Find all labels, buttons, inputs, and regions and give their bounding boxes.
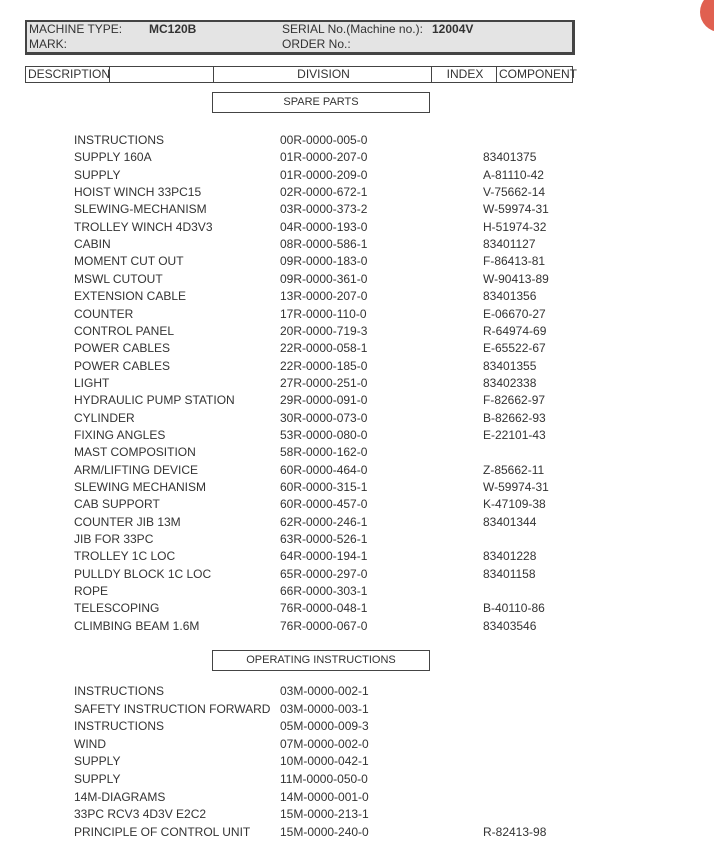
row-component: E-65522-67 [483, 341, 546, 356]
mark-label: MARK: [29, 37, 68, 51]
row-description: CABIN [74, 237, 111, 252]
row-description: MAST COMPOSITION [74, 445, 196, 460]
row-description: POWER CABLES [74, 341, 171, 356]
row-component: F-86413-81 [483, 254, 546, 269]
row-division: 09R-0000-183-0 [280, 254, 368, 269]
row-division: 66R-0000-303-1 [280, 584, 368, 599]
row-description: COUNTER [74, 306, 134, 321]
row-division: 53R-0000-080-0 [280, 427, 368, 442]
row-component: 83401356 [483, 289, 537, 304]
row-description: SUPPLY [74, 772, 121, 786]
row-division: 04R-0000-193-0 [280, 219, 368, 234]
row-division: 01R-0000-207-0 [280, 150, 368, 165]
row-description: COUNTER JIB 13M [74, 514, 181, 529]
row-division: 30R-0000-073-0 [280, 410, 368, 425]
row-description: HYDRAULIC PUMP STATION [74, 393, 235, 408]
row-division: 15M-0000-213-1 [280, 807, 369, 822]
row-division: 22R-0000-058-1 [280, 341, 368, 356]
row-description: TROLLEY 1C LOC [74, 549, 176, 564]
row-component: H-51974-32 [483, 219, 547, 234]
row-description: SLEWING-MECHANISM [74, 202, 207, 217]
row-description: FIXING ANGLES [74, 427, 166, 442]
col-component: COMPONENT [499, 67, 577, 81]
row-component: 83401228 [483, 549, 537, 564]
row-component: 83401344 [483, 514, 537, 529]
row-division: 03M-0000-003-1 [280, 701, 369, 716]
order-label: ORDER No.: [282, 37, 351, 51]
corner-badge [700, 0, 714, 32]
row-division: 01R-0000-209-0 [280, 167, 368, 182]
row-component: W-59974-31 [483, 480, 549, 494]
row-description: 33PC RCV3 4D3V E2C2 [74, 807, 207, 822]
row-description: MSWL CUTOUT [74, 271, 163, 286]
row-division: 10M-0000-042-1 [280, 754, 369, 769]
row-component: V-75662-14 [483, 185, 546, 200]
row-description: INSTRUCTIONS [74, 133, 164, 147]
row-component: F-82662-97 [483, 393, 546, 408]
row-division: 27R-0000-251-0 [280, 375, 368, 390]
row-division: 63R-0000-526-1 [280, 532, 368, 547]
row-component: R-64974-69 [483, 323, 547, 338]
row-division: 22R-0000-185-0 [280, 358, 368, 373]
row-division: 65R-0000-297-0 [280, 566, 368, 581]
row-description: TELESCOPING [74, 601, 160, 616]
row-division: 17R-0000-110-0 [280, 306, 367, 321]
row-component: 83401158 [483, 566, 536, 581]
row-division: 60R-0000-457-0 [280, 497, 368, 512]
serial-value: 12004V [432, 22, 474, 36]
row-component: 83403546 [483, 618, 537, 633]
col-division: DIVISION [214, 67, 432, 82]
row-division: 07M-0000-002-0 [280, 736, 369, 751]
row-description: HOIST WINCH 33PC15 [74, 185, 202, 200]
row-division: 03R-0000-373-2 [280, 202, 368, 217]
row-component: W-90413-89 [483, 271, 549, 286]
row-division: 02R-0000-672-1 [280, 185, 368, 200]
row-division: 64R-0000-194-1 [280, 549, 368, 564]
machine-type-label: MACHINE TYPE: [29, 22, 123, 36]
row-description: SUPPLY 160A [74, 150, 152, 165]
row-description: INSTRUCTIONS [74, 684, 164, 698]
row-description: CYLINDER [74, 410, 135, 425]
row-component: R-82413-98 [483, 824, 547, 839]
column-headers [25, 66, 577, 83]
row-description: LIGHT [74, 375, 110, 390]
row-component: 83401127 [483, 237, 536, 252]
row-description: SLEWING MECHANISM [74, 480, 207, 494]
row-component: W-59974-31 [483, 202, 549, 217]
row-division: 60R-0000-315-1 [280, 480, 368, 494]
row-component: B-82662-93 [483, 410, 546, 425]
row-description: PULLDY BLOCK 1C LOC [74, 566, 212, 581]
row-division: 60R-0000-464-0 [280, 462, 368, 477]
row-division: 13R-0000-207-0 [280, 289, 368, 304]
row-division: 20R-0000-719-3 [280, 323, 368, 338]
row-description: SUPPLY [74, 167, 121, 182]
row-description: 14M-DIAGRAMS [74, 789, 166, 804]
row-description: WIND [74, 736, 106, 751]
row-division: 29R-0000-091-0 [280, 393, 368, 408]
row-division: 08R-0000-586-1 [280, 237, 368, 252]
row-division: 76R-0000-048-1 [280, 601, 368, 616]
row-component: A-81110-42 [483, 167, 544, 182]
row-division: 00R-0000-005-0 [280, 133, 368, 147]
col-description: DESCRIPTION [28, 67, 111, 81]
row-component: 83401355 [483, 358, 537, 373]
row-description: TROLLEY WINCH 4D3V3 [74, 219, 213, 234]
row-division: 03M-0000-002-1 [280, 684, 369, 698]
row-component: K-47109-38 [483, 497, 546, 512]
row-division: 62R-0000-246-1 [280, 514, 368, 529]
row-component: 83401375 [483, 150, 537, 165]
row-division: 58R-0000-162-0 [280, 445, 368, 460]
row-description: CAB SUPPORT [74, 497, 160, 512]
row-component: E-22101-43 [483, 427, 546, 442]
section-operating-instructions: OPERATING INSTRUCTIONS [212, 650, 430, 671]
row-description: EXTENSION CABLE [74, 289, 187, 304]
row-division: 14M-0000-001-0 [280, 789, 369, 804]
row-division: 05M-0000-009-3 [280, 719, 369, 734]
row-description: POWER CABLES [74, 358, 171, 373]
row-description: CONTROL PANEL [74, 323, 175, 338]
row-description: CLIMBING BEAM 1.6M [74, 618, 200, 633]
row-description: SUPPLY [74, 754, 121, 769]
row-division: 76R-0000-067-0 [280, 618, 368, 633]
row-description: ARM/LIFTING DEVICE [74, 462, 199, 477]
row-division: 11M-0000-050-0 [280, 772, 368, 786]
row-component: B-40110-86 [483, 601, 545, 616]
row-component: E-06670-27 [483, 306, 546, 321]
row-description: PRINCIPLE OF CONTROL UNIT [74, 824, 251, 839]
machine-header [25, 20, 575, 55]
serial-label: SERIAL No.(Machine no.): [282, 22, 423, 36]
col-index: INDEX [432, 67, 497, 82]
row-division: 09R-0000-361-0 [280, 271, 368, 286]
row-description: JIB FOR 33PC [74, 532, 154, 547]
row-description: ROPE [74, 584, 109, 599]
col-blank [110, 67, 214, 82]
row-division: 15M-0000-240-0 [280, 824, 369, 839]
row-component: Z-85662-11 [483, 462, 545, 477]
row-description: INSTRUCTIONS [74, 719, 164, 734]
row-description: SAFETY INSTRUCTION FORWARD [74, 701, 271, 716]
row-description: MOMENT CUT OUT [74, 254, 184, 269]
section-spare-parts: SPARE PARTS [212, 92, 430, 113]
row-component: 83402338 [483, 375, 537, 390]
machine-type-value: MC120B [149, 22, 197, 36]
